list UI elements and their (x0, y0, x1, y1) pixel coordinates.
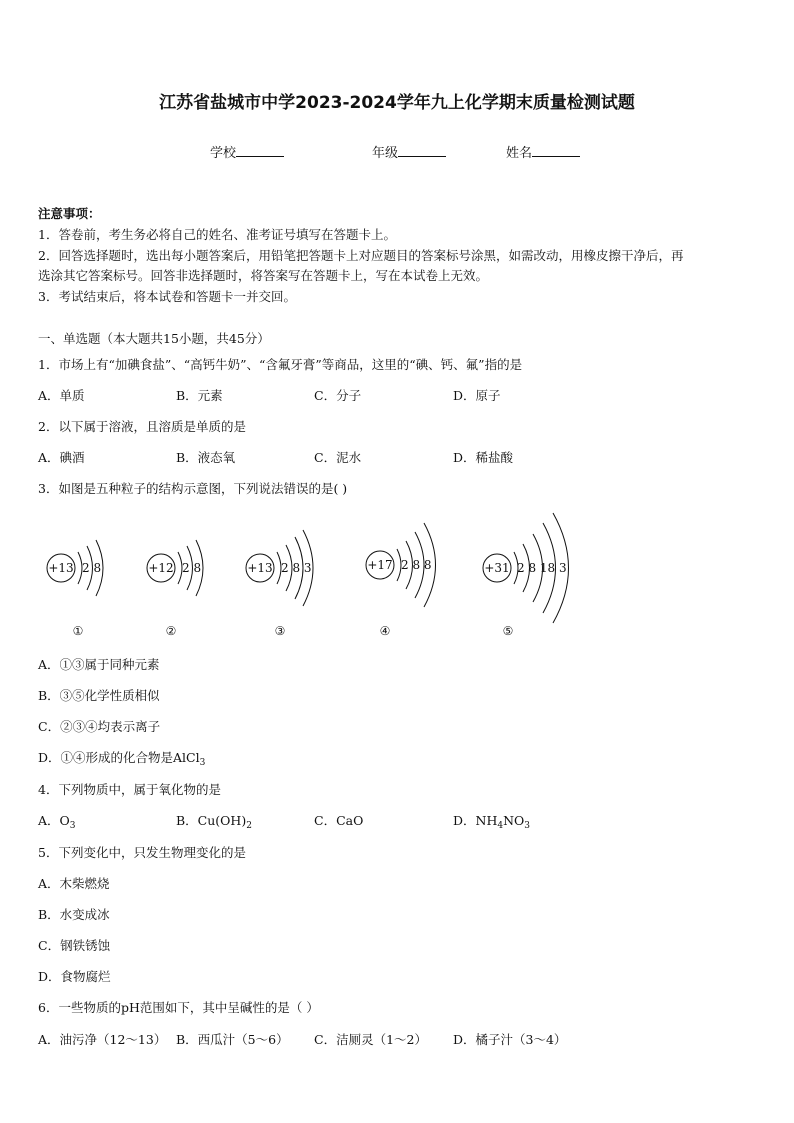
electron-shells: 2 8 3 (281, 561, 312, 575)
q6-option-b: B．西瓜汁（5～6） (176, 1032, 289, 1047)
name-field: 姓名 (506, 142, 580, 161)
q6-option-d: D．橘子汁（3～4） (453, 1032, 567, 1047)
particle-label: ③ (274, 624, 286, 638)
question-2-stem: 2．以下属于溶液，且溶质是单质的是 (38, 419, 246, 434)
particle-label: ① (72, 624, 84, 638)
nucleus-charge: +12 (148, 561, 174, 575)
nucleus-charge: +31 (484, 561, 510, 575)
q2-option-c: C．泥水 (314, 450, 362, 465)
q2-option-d: D．稀盐酸 (453, 450, 514, 465)
q5-option-b: B．水变成冰 (38, 907, 110, 922)
q3-option-d: D．①④形成的化合物是AlCl$_3$ (38, 750, 206, 768)
q3-option-c: C．②③④均表示离子 (38, 719, 161, 734)
nucleus-charge: +13 (247, 561, 273, 575)
notes-heading: 注意事项： (38, 206, 101, 221)
nucleus-charge: +13 (48, 561, 74, 575)
electron-shells: 2 8 (82, 561, 102, 575)
note-item: 1．答卷前，考生务必将自己的姓名、准考证号填写在答题卡上。 (38, 227, 396, 242)
note-item: 2．回答选择题时，选出每小题答案后，用铅笔把答题卡上对应题目的答案标号涂黑，如需改动，用橡皮擦干净后，再 (38, 248, 684, 263)
question-1-stem: 1．市场上有“加碘食盐”、“高钙牛奶”、“含氟牙膏”等商品，这里的“碘、钙、氟”指的是 (38, 357, 523, 372)
note-item: 3．考试结束后，将本试卷和答题卡一并交回。 (38, 289, 296, 304)
nucleus-charge: +17 (367, 558, 393, 572)
electron-shells: 2 8 18 3 (517, 561, 567, 575)
question-3-stem: 3．如图是五种粒子的结构示意图，下列说法错误的是( ) (38, 481, 348, 496)
q1-option-c: C．分子 (314, 388, 362, 403)
q1-option-d: D．原子 (453, 388, 501, 403)
grade-field: 年级 (372, 142, 446, 161)
school-field: 学校 (210, 142, 284, 161)
q6-option-c: C．洁厕灵（1～2） (314, 1032, 427, 1047)
q2-option-a: A．碘酒 (38, 450, 85, 465)
q4-option-b: B．$Cu(OH)_2$ (176, 813, 252, 831)
page-title: 江苏省盐城市中学2023-2024学年九上化学期末质量检测试题 (159, 93, 635, 113)
q1-option-b: B．元素 (176, 388, 223, 403)
q4-option-c: C．CaO (314, 813, 364, 828)
q3-option-a: A．①③属于同种元素 (38, 657, 160, 672)
q5-option-d: D．食物腐烂 (38, 969, 111, 984)
q5-option-a: A．木柴燃烧 (38, 876, 110, 891)
q6-option-a: A．油污净（12～13） (38, 1032, 167, 1047)
q1-option-a: A．单质 (38, 388, 85, 403)
section-heading: 一、单选题（本大题共15小题，共45分） (38, 331, 270, 346)
q4-option-a: A．$O_3$ (38, 813, 76, 831)
q2-option-b: B．液态氧 (176, 450, 236, 465)
particle-label: ④ (379, 624, 391, 638)
question-4-stem: 4．下列物质中，属于氧化物的是 (38, 782, 221, 797)
question-6-stem: 6．一些物质的pH范围如下，其中呈碱性的是（ ） (38, 1000, 319, 1015)
q5-option-c: C．钢铁锈蚀 (38, 938, 111, 953)
electron-shells: 2 8 (182, 561, 202, 575)
particle-label: ⑤ (502, 624, 514, 638)
q4-option-d: D．$NH_4NO_3$ (453, 813, 531, 831)
question-5-stem: 5．下列变化中，只发生物理变化的是 (38, 845, 246, 860)
atomic-structure-diagrams (0, 505, 794, 645)
electron-shells: 2 8 8 (401, 558, 432, 572)
q3-option-b: B．③⑤化学性质相似 (38, 688, 160, 703)
note-item: 选涂其它答案标号。回答非选择题时，将答案写在答题卡上，写在本试卷上无效。 (38, 268, 489, 283)
particle-label: ② (165, 624, 177, 638)
